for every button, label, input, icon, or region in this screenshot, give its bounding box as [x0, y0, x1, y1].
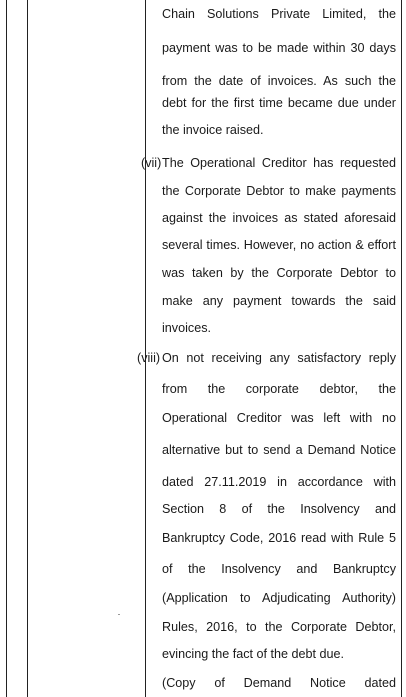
- paragraph-line: from the corporate debtor, the: [162, 382, 396, 396]
- table-column-divider: [27, 0, 28, 697]
- paragraph-line: evincing the fact of the debt due.: [162, 647, 345, 661]
- paragraph-line: the Corporate Debtor to make payments: [162, 184, 396, 198]
- paragraph-line: (Copy of Demand Notice dated: [162, 676, 396, 690]
- table-right-border: [401, 0, 402, 697]
- paragraph-line: On not receiving any satisfactory reply: [162, 351, 396, 365]
- scan-speck: [118, 614, 120, 615]
- paragraph-line: The Operational Creditor has requested: [162, 156, 396, 170]
- paragraph-line: Bankruptcy Code, 2016 read with Rule 5: [162, 531, 396, 545]
- paragraph-line: was taken by the Corporate Debtor to: [162, 266, 396, 280]
- paragraph-line: Rules, 2016, to the Corporate Debtor,: [162, 620, 396, 634]
- table-column-divider: [145, 0, 146, 697]
- paragraph-line: (Application to Adjudicating Authority): [162, 591, 396, 605]
- paragraph-line: payment was to be made within 30 days: [162, 41, 396, 55]
- paragraph-line: of the Insolvency and Bankruptcy: [162, 562, 396, 576]
- paragraph-line: Chain Solutions Private Limited, the: [162, 7, 396, 21]
- table-left-border: [6, 0, 7, 697]
- paragraph-line: from the date of invoices. As such the: [162, 74, 396, 88]
- paragraph-line: Operational Creditor was left with no: [162, 411, 396, 425]
- paragraph-line: make any payment towards the said: [162, 294, 396, 308]
- paragraph-line: alternative but to send a Demand Notice: [162, 443, 396, 457]
- paragraph-line: the invoice raised.: [162, 123, 264, 137]
- paragraph-line: dated 27.11.2019 in accordance with: [162, 475, 396, 489]
- list-item-marker: (vii): [141, 156, 162, 170]
- paragraph-line: invoices.: [162, 321, 211, 335]
- list-item-marker: (viii): [137, 351, 161, 365]
- paragraph-line: against the invoices as stated aforesaid: [162, 211, 396, 225]
- paragraph-line: debt for the first time became due under: [162, 96, 396, 110]
- paragraph-line: several times. However, no action & effort: [162, 238, 396, 252]
- paragraph-line: Section 8 of the Insolvency and: [162, 502, 396, 516]
